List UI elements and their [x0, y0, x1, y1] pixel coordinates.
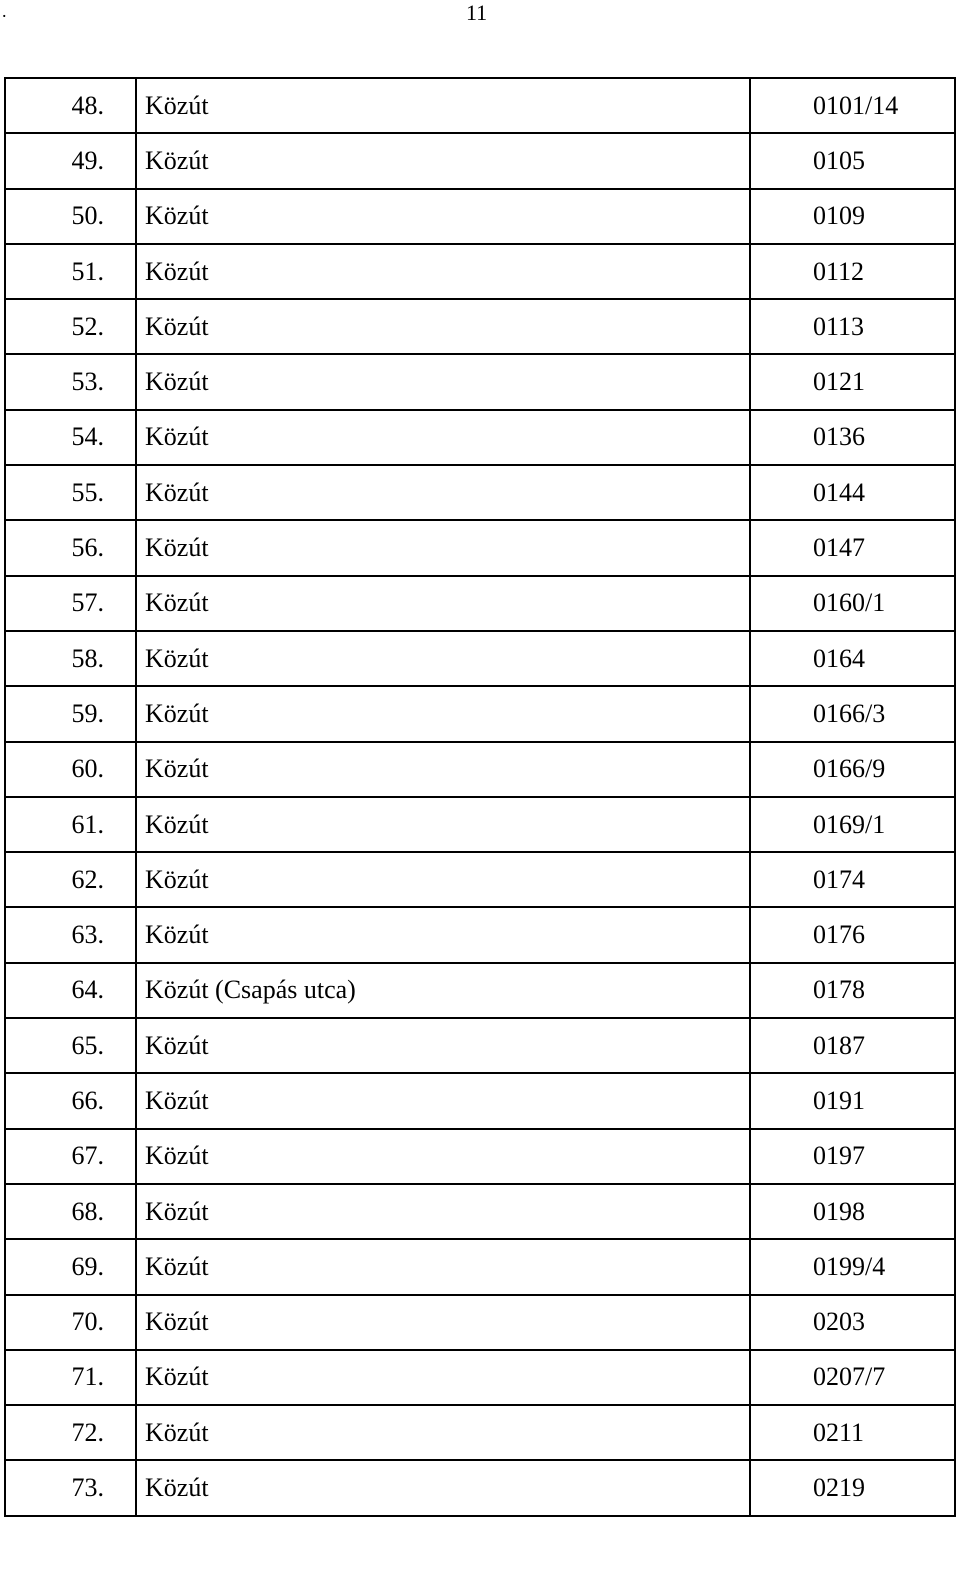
- table-row: [5, 907, 955, 962]
- table-row: [5, 576, 955, 631]
- row-number: 72.: [5, 1405, 136, 1460]
- table-row: [5, 852, 955, 907]
- table-row: [5, 78, 955, 133]
- parcel-name: Közút: [136, 354, 750, 409]
- row-number: 49.: [5, 133, 136, 188]
- parcel-lot-number: 0109: [750, 189, 955, 244]
- parcel-lot-number: 0191: [750, 1073, 955, 1128]
- row-number: 60.: [5, 742, 136, 797]
- row-number: 56.: [5, 520, 136, 575]
- page-number: 11: [466, 0, 488, 25]
- row-number: 57.: [5, 576, 136, 631]
- parcel-name: Közút: [136, 631, 750, 686]
- table-row: [5, 631, 955, 686]
- row-number: 67.: [5, 1129, 136, 1184]
- table-row: [5, 354, 955, 409]
- parcel-lot-number: 0199/4: [750, 1239, 955, 1294]
- row-number: 53.: [5, 354, 136, 409]
- table-row: [5, 1350, 955, 1405]
- parcel-lot-number: 0169/1: [750, 797, 955, 852]
- parcel-name: Közút: [136, 852, 750, 907]
- row-number: 65.: [5, 1018, 136, 1073]
- parcel-name: Közút: [136, 1295, 750, 1350]
- parcel-lot-number: 0101/14: [750, 78, 955, 133]
- parcel-name: Közút (Csapás utca): [136, 963, 750, 1018]
- parcel-lot-number: 0207/7: [750, 1350, 955, 1405]
- table-row: [5, 1405, 955, 1460]
- parcel-lot-number: 0112: [750, 244, 955, 299]
- parcel-lot-number: 0147: [750, 520, 955, 575]
- table-row: [5, 963, 955, 1018]
- table-row: [5, 1460, 955, 1515]
- table-row: [5, 1073, 955, 1128]
- row-number: 51.: [5, 244, 136, 299]
- parcel-name: Közút: [136, 465, 750, 520]
- row-number: 59.: [5, 686, 136, 741]
- row-number: 71.: [5, 1350, 136, 1405]
- parcel-name: Közút: [136, 410, 750, 465]
- parcel-name: Közút: [136, 244, 750, 299]
- parcel-name: Közút: [136, 1184, 750, 1239]
- table-row: [5, 520, 955, 575]
- row-number: 64.: [5, 963, 136, 1018]
- parcel-name: Közút: [136, 1073, 750, 1128]
- parcel-lot-number: 0203: [750, 1295, 955, 1350]
- parcel-name: Közút: [136, 576, 750, 631]
- row-number: 54.: [5, 410, 136, 465]
- row-number: 73.: [5, 1460, 136, 1515]
- table-row: [5, 1295, 955, 1350]
- row-number: 62.: [5, 852, 136, 907]
- table-row: [5, 465, 955, 520]
- table-row: [5, 742, 955, 797]
- corner-dot: .: [2, 1, 7, 21]
- parcel-lot-number: 0164: [750, 631, 955, 686]
- parcel-lot-number: 0166/3: [750, 686, 955, 741]
- parcel-name: Közút: [136, 797, 750, 852]
- parcel-lot-number: 0160/1: [750, 576, 955, 631]
- parcel-lot-number: 0105: [750, 133, 955, 188]
- parcel-name: Közút: [136, 1350, 750, 1405]
- parcel-name: Közút: [136, 189, 750, 244]
- parcel-table-body: [5, 78, 955, 1516]
- row-number: 55.: [5, 465, 136, 520]
- parcel-name: Közút: [136, 742, 750, 797]
- parcel-name: Közút: [136, 1460, 750, 1515]
- parcel-name: Közút: [136, 1129, 750, 1184]
- table-row: [5, 1129, 955, 1184]
- table-row: [5, 1184, 955, 1239]
- row-number: 69.: [5, 1239, 136, 1294]
- parcel-lot-number: 0113: [750, 299, 955, 354]
- parcel-lot-number: 0121: [750, 354, 955, 409]
- row-number: 52.: [5, 299, 136, 354]
- parcel-lot-number: 0174: [750, 852, 955, 907]
- parcel-name: Közút: [136, 1405, 750, 1460]
- parcel-name: Közút: [136, 686, 750, 741]
- row-number: 66.: [5, 1073, 136, 1128]
- parcel-name: Közút: [136, 1018, 750, 1073]
- row-number: 61.: [5, 797, 136, 852]
- row-number: 68.: [5, 1184, 136, 1239]
- parcel-table: [4, 77, 956, 1517]
- table-row: [5, 797, 955, 852]
- table-row: [5, 299, 955, 354]
- parcel-lot-number: 0219: [750, 1460, 955, 1515]
- table-row: [5, 189, 955, 244]
- table-row: [5, 686, 955, 741]
- table-row: [5, 133, 955, 188]
- parcel-lot-number: 0198: [750, 1184, 955, 1239]
- parcel-name: Közút: [136, 78, 750, 133]
- parcel-name: Közút: [136, 907, 750, 962]
- parcel-name: Közút: [136, 520, 750, 575]
- parcel-lot-number: 0178: [750, 963, 955, 1018]
- parcel-lot-number: 0197: [750, 1129, 955, 1184]
- parcel-lot-number: 0187: [750, 1018, 955, 1073]
- row-number: 70.: [5, 1295, 136, 1350]
- table-row: [5, 1239, 955, 1294]
- parcel-lot-number: 0211: [750, 1405, 955, 1460]
- parcel-lot-number: 0176: [750, 907, 955, 962]
- row-number: 50.: [5, 189, 136, 244]
- parcel-lot-number: 0144: [750, 465, 955, 520]
- table-row: [5, 410, 955, 465]
- parcel-lot-number: 0166/9: [750, 742, 955, 797]
- row-number: 48.: [5, 78, 136, 133]
- row-number: 58.: [5, 631, 136, 686]
- parcel-name: Közút: [136, 133, 750, 188]
- parcel-lot-number: 0136: [750, 410, 955, 465]
- row-number: 63.: [5, 907, 136, 962]
- table-row: [5, 244, 955, 299]
- parcel-name: Közút: [136, 299, 750, 354]
- table-row: [5, 1018, 955, 1073]
- parcel-name: Közút: [136, 1239, 750, 1294]
